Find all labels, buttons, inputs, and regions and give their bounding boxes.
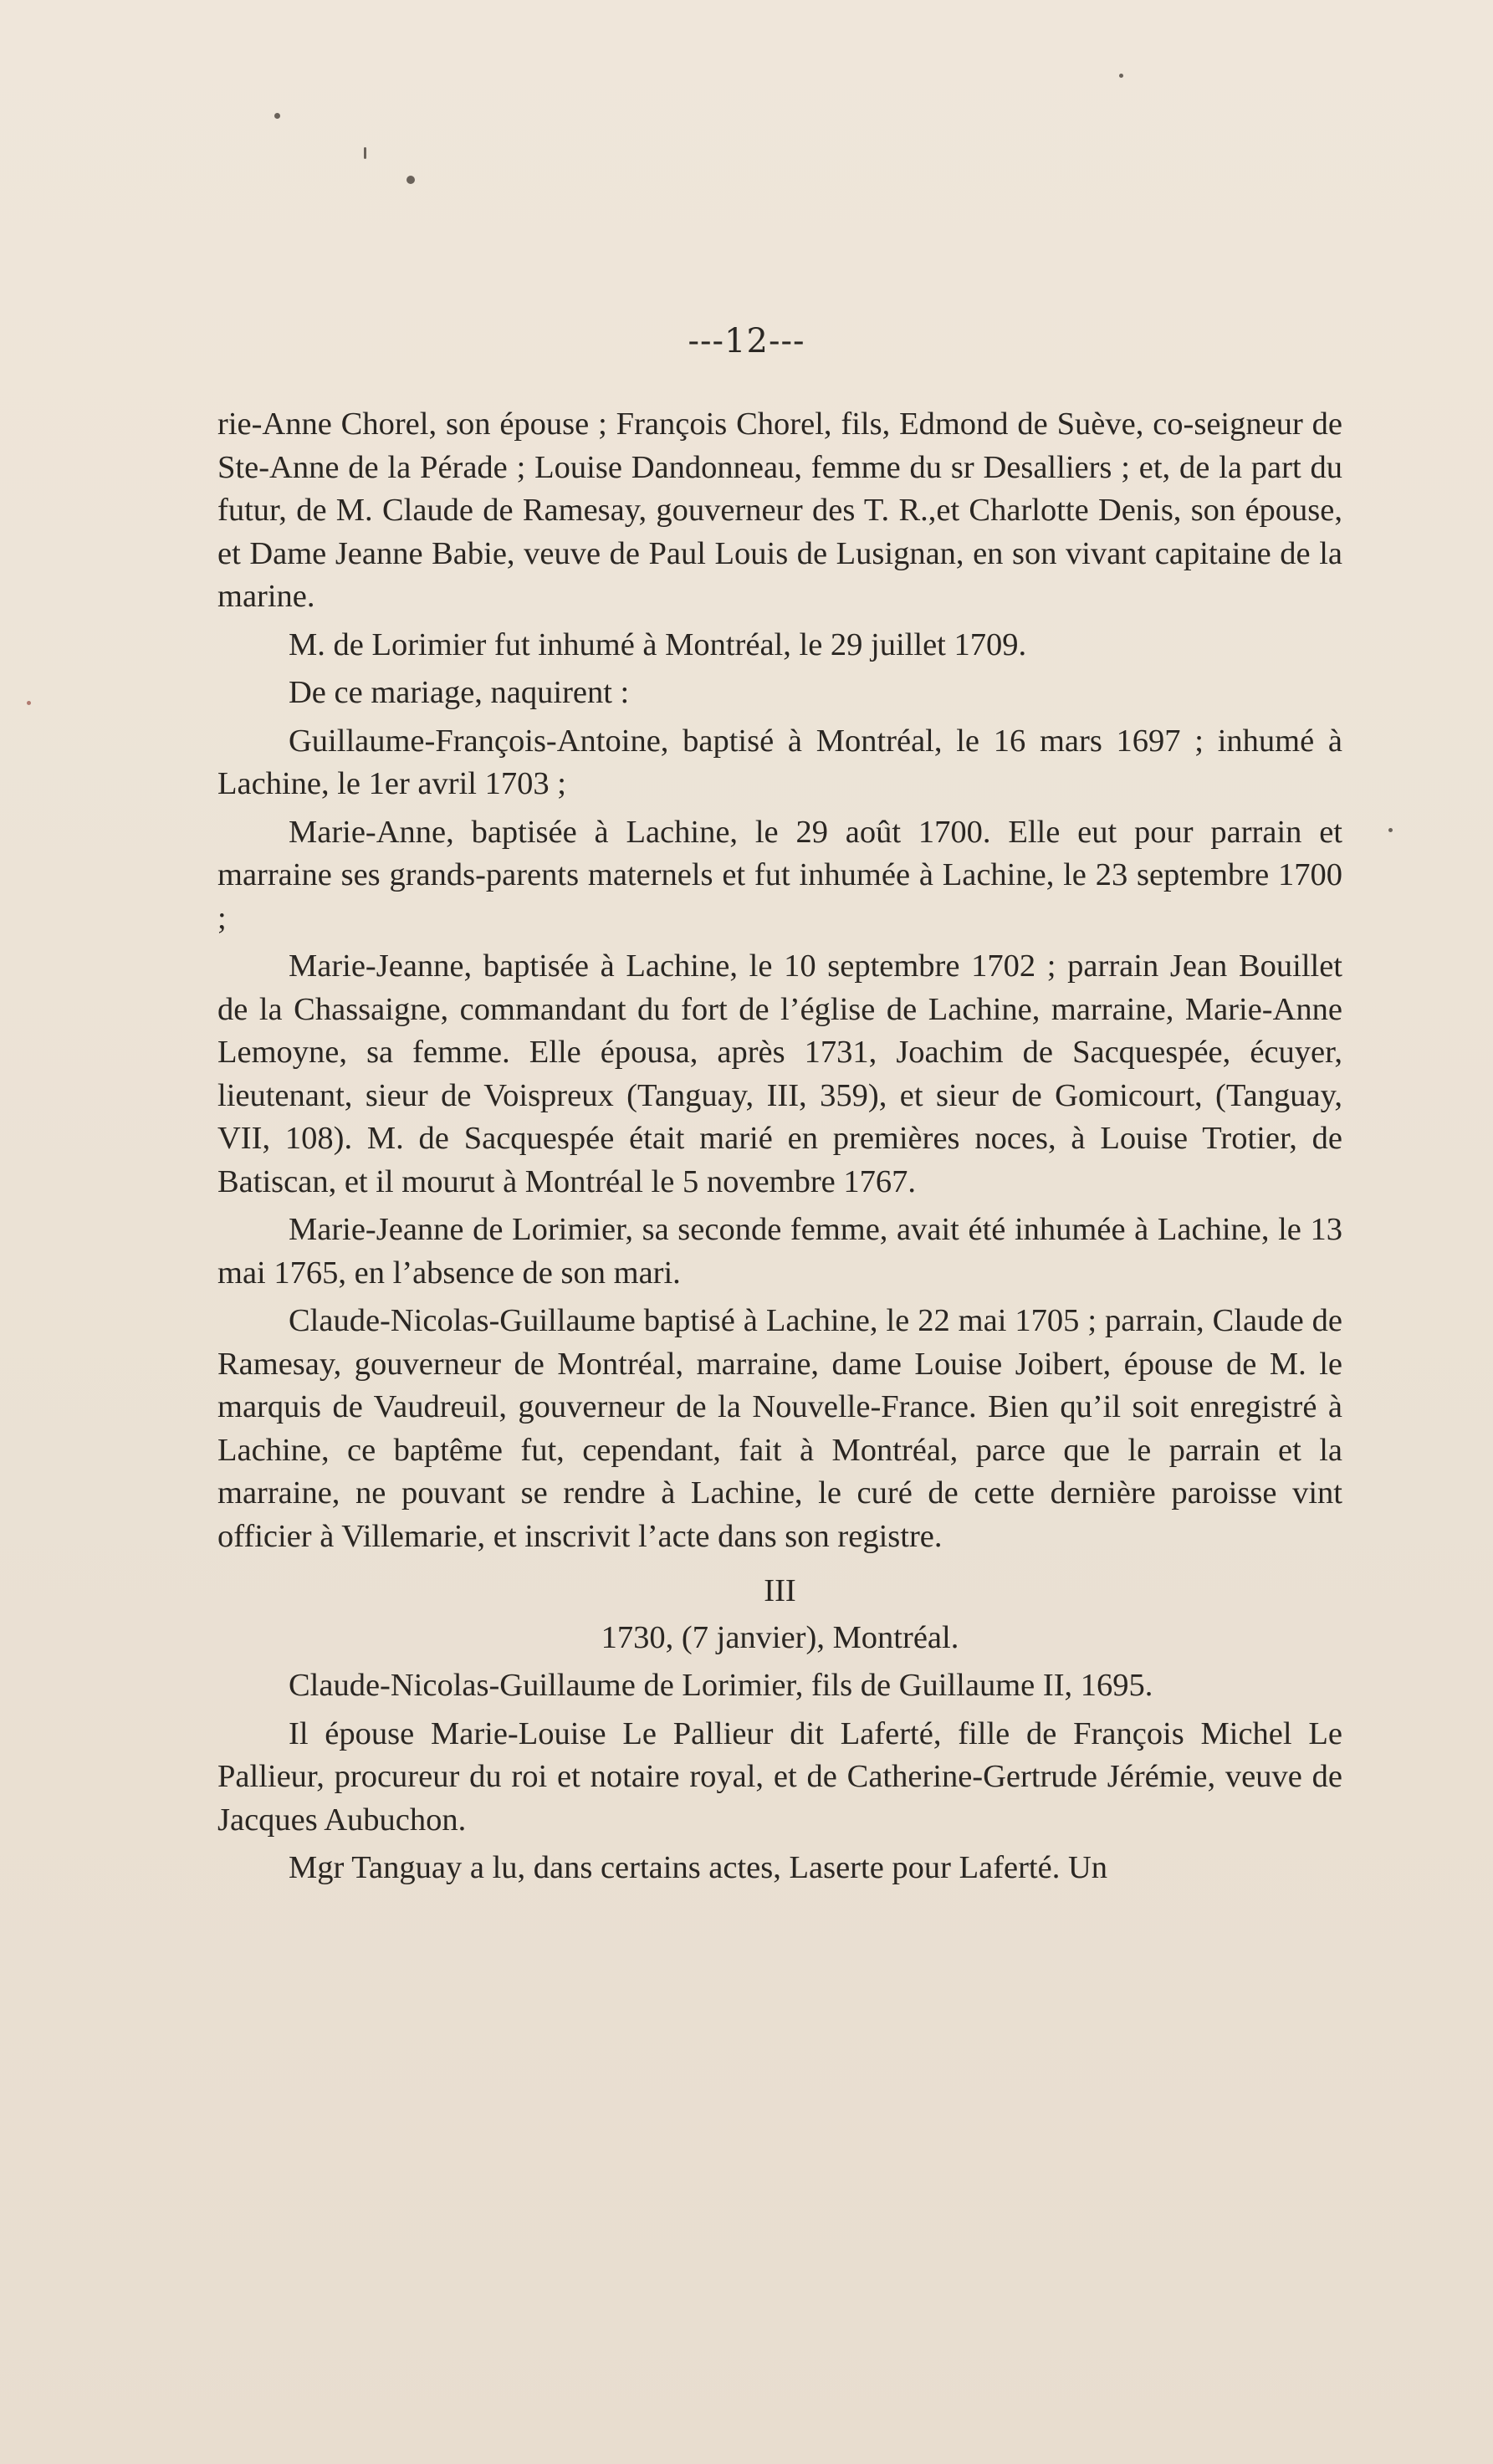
paragraph: Marie-Anne, baptisée à Lachine, le 29 août 1700. Elle eut pour parrain et marraine ses grands-parents maternels et fut inhumée à Lachine, le 23 septembre 1700 ;: [217, 814, 1342, 936]
paragraph: Marie-Jeanne de Lorimier, sa seconde femme, avait été inhumée à Lachine, le 13 mai 1765, en l’absence de son mari.: [217, 1212, 1342, 1291]
paragraph: De ce mariage, naquirent :: [289, 675, 630, 710]
ink-speck: [274, 113, 280, 119]
paragraph: Marie-Jeanne, baptisée à Lachine, le 10 septembre 1702 ; parrain Jean Bouillet de la Chassaigne, commandant du fort de l’église de Lachine, marraine, Marie-Anne Lemoyne, sa femme. Elle épousa, après 1731, Joachim de Sacquespée, écuyer, lieutenant, sieur de Voispreux (Tanguay, III, 359), et sieur de Gomicourt, (Tanguay, VII, 108). M. de Sacquespée était marié en premières noces, à Louise Trotier, de Batiscan, et il mourut à Montréal le 5 novembre 1767.: [217, 948, 1342, 1199]
ink-speck: [364, 147, 366, 159]
paragraph: Guillaume-François-Antoine, baptisé à Montréal, le 16 mars 1697 ; inhumé à Lachine, le 1er avril 1703 ;: [217, 723, 1342, 801]
section-date: 1730, (7 janvier), Montréal.: [601, 1619, 959, 1655]
ink-speck: [1388, 828, 1393, 832]
ink-speck: [1119, 74, 1123, 78]
paragraph: Claude-Nicolas-Guillaume de Lorimier, fils de Guillaume II, 1695.: [289, 1668, 1153, 1703]
paragraph: Claude-Nicolas-Guillaume baptisé à Lachine, le 22 mai 1705 ; parrain, Claude de Ramesay, gouverneur de Montréal, marraine, dame Louise Joibert, épouse de M. le marquis de Vaudreuil, gouverneur de la Nouvelle-France. Bien qu’il soit enregistré à Lachine, ce baptême fut, cependant, fait à Montréal, parce que le parrain et la marraine, ne pouvant se rendre à Lachine, le curé de cette dernière paroisse vint officier à Villemarie, et inscrivit l’acte dans son registre.: [217, 1303, 1342, 1554]
page-number: ---12---: [688, 322, 805, 360]
paragraph: rie-Anne Chorel, son épouse ; François Chorel, fils, Edmond de Suève, co-seigneur de Ste-Anne de la Pérade ; Louise Dandonneau, femme du sr Desalliers ; et, de la part du futur, de M. Claude de Ramesay, gouverneur des T. R.,et Charlotte Denis, son épouse, et Dame Jeanne Babie, veuve de Paul Louis de Lusignan, en son vivant capitaine de la marine.: [217, 406, 1342, 614]
section-heading: III: [764, 1573, 796, 1608]
body-text: [217, 403, 1342, 1895]
ink-speck: [27, 701, 31, 705]
paragraph: Il épouse Marie-Louise Le Pallieur dit Laferté, fille de François Michel Le Pallieur, procureur du roi et notaire royal, et de Catherine-Gertrude Jérémie, veuve de Jacques Aubuchon.: [217, 1715, 1342, 1838]
paragraph: Mgr Tanguay a lu, dans certains actes, Laserte pour Laferté. Un: [289, 1850, 1108, 1885]
ink-speck: [406, 176, 415, 184]
paragraph: M. de Lorimier fut inhumé à Montréal, le 29 juillet 1709.: [289, 626, 1027, 662]
